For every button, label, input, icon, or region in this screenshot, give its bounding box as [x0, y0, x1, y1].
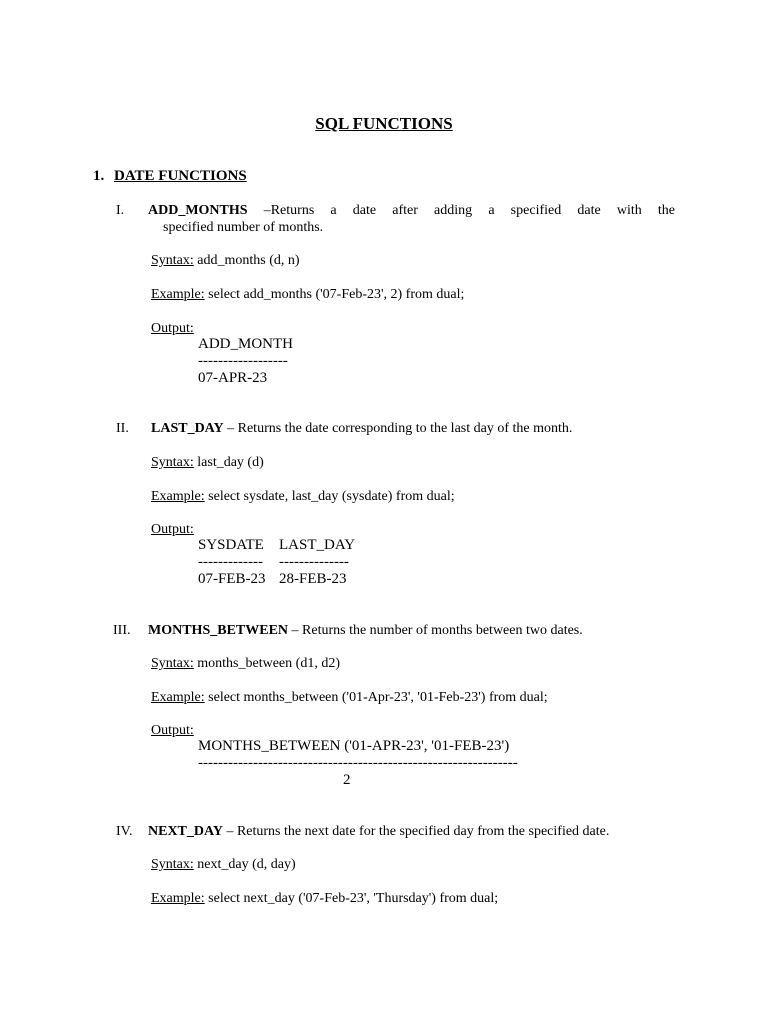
syntax-line [151, 454, 264, 471]
function-name: NEXT_DAY [148, 824, 223, 839]
output-value: 2 [343, 772, 351, 788]
description-text: –Returns a date after adding a specified date with the [247, 203, 675, 218]
item-numeral: II. [116, 421, 129, 436]
output-col2-separator: -------------- [279, 554, 349, 570]
description-text: – Returns the number of months between two dates. [288, 623, 583, 638]
example-value: select add_months ('07-Feb-23', 2) from dual; [208, 287, 465, 302]
function-name: MONTHS_BETWEEN [148, 623, 289, 638]
syntax-line [151, 856, 296, 873]
item-numeral: IV. [116, 824, 133, 839]
syntax-label: Syntax: [151, 455, 194, 470]
item-description [151, 420, 572, 437]
example-line [151, 890, 498, 907]
item-numeral: III. [113, 623, 131, 638]
item-numeral: I. [116, 203, 125, 218]
page-title: SQL FUNCTIONS [315, 114, 453, 133]
section-heading [93, 168, 247, 185]
output-separator: ---------------------------------------------------------------- [198, 755, 518, 771]
example-line [151, 286, 464, 303]
output-col1-value: 07-FEB-23 [198, 571, 266, 587]
output-col2-value: 28-FEB-23 [279, 571, 347, 587]
output-separator: ------------------ [198, 353, 288, 369]
description-text: – Returns the next date for the specified day from the specified date. [222, 824, 610, 839]
item-description [148, 823, 609, 840]
syntax-value: next_day (d, day) [197, 857, 296, 872]
output-header: MONTHS_BETWEEN ('01-APR-23', '01-FEB-23') [198, 738, 510, 754]
syntax-label: Syntax: [151, 656, 194, 671]
description-text: – Returns the date corresponding to the last day of the month. [223, 421, 573, 436]
example-label: Example: [151, 287, 205, 302]
output-label: Output: [151, 321, 194, 336]
output-col1-header: SYSDATE [198, 537, 264, 553]
item-description [148, 622, 583, 639]
item-description [148, 202, 675, 219]
output-col1-separator: ------------- [198, 554, 263, 570]
function-name: LAST_DAY [151, 421, 224, 436]
syntax-line [151, 252, 300, 269]
syntax-label: Syntax: [151, 857, 194, 872]
example-label: Example: [151, 489, 205, 504]
output-col2-header: LAST_DAY [279, 537, 356, 553]
description-continuation: specified number of months. [163, 220, 324, 235]
example-value: select months_between ('01-Apr-23', '01-Feb-23') from dual; [208, 690, 548, 705]
syntax-value: months_between (d1, d2) [197, 656, 340, 671]
example-line [151, 488, 455, 505]
output-label: Output: [151, 723, 194, 738]
section-title: DATE FUNCTIONS [114, 168, 247, 184]
syntax-label: Syntax: [151, 253, 194, 268]
output-header: ADD_MONTH [198, 336, 293, 352]
syntax-value: add_months (d, n) [197, 253, 300, 268]
example-value: select sysdate, last_day (sysdate) from dual; [208, 489, 455, 504]
section-number: 1. [93, 168, 105, 184]
syntax-line [151, 655, 340, 672]
example-label: Example: [151, 891, 205, 906]
example-value: select next_day ('07-Feb-23', 'Thursday') from dual; [208, 891, 499, 906]
example-line [151, 689, 548, 706]
function-name: ADD_MONTHS [148, 203, 248, 218]
output-label: Output: [151, 522, 194, 537]
syntax-value: last_day (d) [197, 455, 264, 470]
example-label: Example: [151, 690, 205, 705]
output-value: 07-APR-23 [198, 370, 268, 386]
